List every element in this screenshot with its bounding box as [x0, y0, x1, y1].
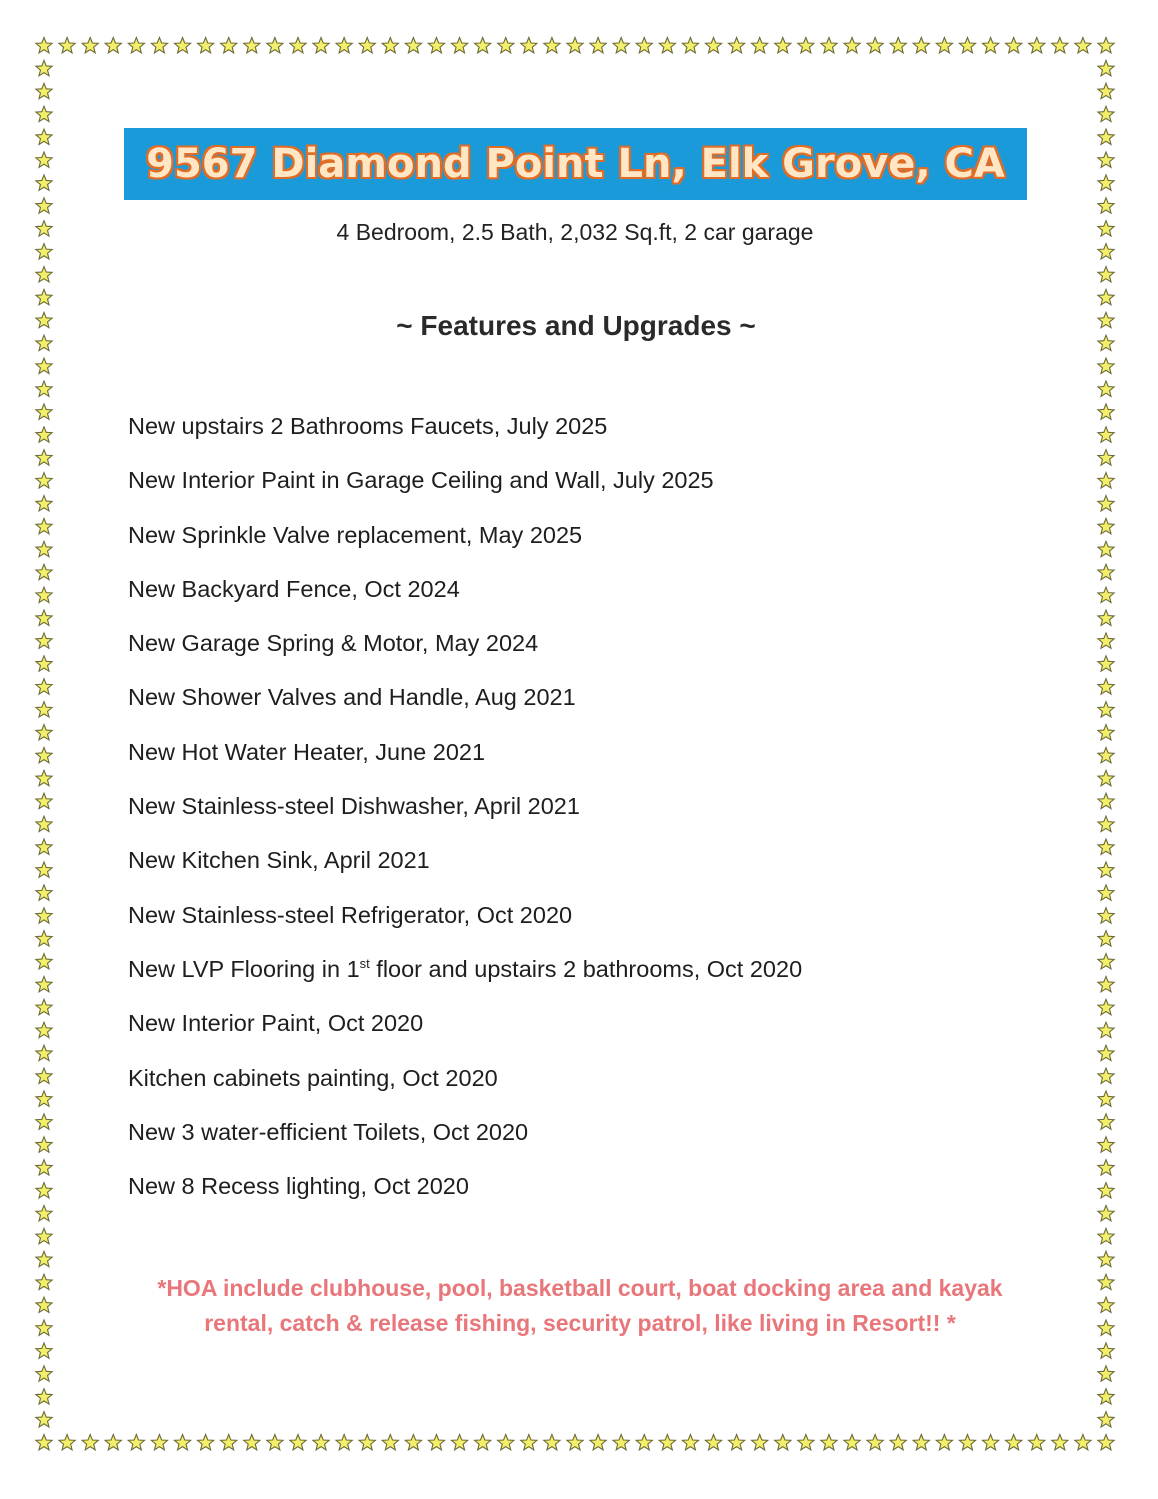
star-outline-icon: [105, 38, 121, 53]
star-outline-icon: [59, 1435, 75, 1450]
star-outline-icon: [174, 38, 190, 53]
star-outline-icon: [590, 1435, 606, 1450]
star-outline-icon: [1098, 1389, 1114, 1404]
star-outline-icon: [936, 1435, 952, 1450]
star-outline-icon: [36, 496, 52, 511]
star-outline-icon: [1098, 725, 1114, 740]
feature-item: New upstairs 2 Bathrooms Faucets, July 2025: [128, 413, 608, 439]
star-outline-icon: [1098, 450, 1114, 465]
section-heading: ~ Features and Upgrades ~: [396, 310, 756, 341]
star-outline-icon: [1098, 633, 1114, 648]
star-outline-icon: [359, 1435, 375, 1450]
star-outline-icon: [1098, 1137, 1114, 1152]
star-outline-icon: [1098, 1022, 1114, 1037]
star-outline-icon: [1098, 954, 1114, 969]
feature-item: New Kitchen Sink, April 2021: [128, 847, 430, 874]
feature-item: New Garage Spring & Motor, May 2024: [128, 630, 539, 657]
star-outline-icon: [428, 1435, 444, 1450]
star-outline-icon: [36, 1137, 52, 1152]
star-outline-icon: [36, 1274, 52, 1289]
star-outline-icon: [867, 38, 883, 53]
star-outline-icon: [682, 1435, 698, 1450]
hoa-note: *HOA include clubhouse, pool, basketball court, boat docking area and kayak rental, catch & release fishing, security patrol, like living in Resort!! *: [157, 1275, 1003, 1336]
ordinal-superscript: st: [359, 956, 370, 972]
star-outline-icon: [1098, 152, 1114, 167]
star-outline-icon: [1098, 427, 1114, 442]
star-outline-icon: [36, 1068, 52, 1083]
star-outline-icon: [36, 679, 52, 694]
star-outline-icon: [36, 541, 52, 556]
feature-item: New Stainless-steel Refrigerator, Oct 2020: [128, 901, 573, 928]
star-outline-icon: [36, 267, 52, 282]
star-outline-icon: [636, 38, 652, 53]
star-outline-icon: [1098, 770, 1114, 785]
star-outline-icon: [267, 38, 283, 53]
star-outline-icon: [1098, 564, 1114, 579]
star-outline-icon: [36, 931, 52, 946]
star-outline-icon: [775, 1435, 791, 1450]
star-outline-icon: [1098, 381, 1114, 396]
star-outline-icon: [1098, 1297, 1114, 1312]
star-outline-icon: [428, 38, 444, 53]
star-outline-icon: [336, 1435, 352, 1450]
star-outline-icon: [1075, 1435, 1091, 1450]
star-outline-icon: [36, 564, 52, 579]
star-outline-icon: [1098, 1228, 1114, 1243]
star-outline-icon: [36, 404, 52, 419]
feature-text-after: floor and upstairs 2 bathrooms, Oct 2020: [369, 955, 803, 982]
star-outline-icon: [36, 954, 52, 969]
star-outline-icon: [475, 1435, 491, 1450]
star-outline-icon: [1098, 1045, 1114, 1060]
star-outline-icon: [36, 587, 52, 602]
star-outline-icon: [705, 38, 721, 53]
star-outline-icon: [290, 38, 306, 53]
star-outline-icon: [1098, 1366, 1114, 1381]
star-outline-icon: [128, 38, 144, 53]
star-outline-icon: [382, 38, 398, 53]
star-outline-icon: [36, 427, 52, 442]
star-outline-icon: [1098, 106, 1114, 121]
star-outline-icon: [36, 725, 52, 740]
star-outline-icon: [1098, 496, 1114, 511]
star-outline-icon: [36, 908, 52, 923]
star-outline-icon: [36, 747, 52, 762]
star-outline-icon: [1098, 1160, 1114, 1175]
star-outline-icon: [451, 38, 467, 53]
star-outline-icon: [1098, 198, 1114, 213]
star-outline-icon: [36, 1412, 52, 1427]
star-outline-icon: [313, 38, 329, 53]
star-outline-icon: [798, 1435, 814, 1450]
star-outline-icon: [567, 1435, 583, 1450]
star-outline-icon: [36, 175, 52, 190]
star-outline-icon: [1098, 83, 1114, 98]
page-title: 9567 Diamond Point Ln, Elk Grove, CA: [146, 141, 1005, 187]
star-outline-icon: [36, 610, 52, 625]
star-outline-icon: [936, 38, 952, 53]
star-outline-icon: [405, 1435, 421, 1450]
star-outline-icon: [36, 1183, 52, 1198]
star-outline-icon: [1098, 1320, 1114, 1335]
star-outline-icon: [1098, 38, 1114, 53]
star-outline-icon: [1098, 931, 1114, 946]
star-outline-icon: [36, 198, 52, 213]
star-outline-icon: [1098, 541, 1114, 556]
star-outline-icon: [1098, 1251, 1114, 1266]
star-outline-icon: [128, 1435, 144, 1450]
star-outline-icon: [705, 1435, 721, 1450]
feature-item: New Backyard Fence, Oct 2024: [128, 575, 460, 602]
star-outline-icon: [36, 793, 52, 808]
star-outline-icon: [1029, 1435, 1045, 1450]
star-outline-icon: [913, 38, 929, 53]
star-outline-icon: [1098, 129, 1114, 144]
star-outline-icon: [36, 839, 52, 854]
feature-item: New 3 water-efficient Toilets, Oct 2020: [128, 1118, 529, 1145]
star-outline-icon: [1098, 289, 1114, 304]
star-outline-icon: [36, 38, 52, 53]
star-outline-icon: [405, 38, 421, 53]
star-outline-icon: [498, 1435, 514, 1450]
star-outline-icon: [1098, 1114, 1114, 1129]
star-outline-icon: [36, 1091, 52, 1106]
star-outline-icon: [567, 38, 583, 53]
star-outline-icon: [1052, 38, 1068, 53]
star-outline-icon: [729, 38, 745, 53]
feature-text-before: New LVP Flooring in 1: [128, 955, 360, 982]
star-outline-icon: [982, 1435, 998, 1450]
star-outline-icon: [244, 1435, 260, 1450]
star-outline-icon: [82, 1435, 98, 1450]
star-outline-icon: [36, 999, 52, 1014]
property-summary: 4 Bedroom, 2.5 Bath, 2,032 Sq.ft, 2 car garage: [336, 219, 814, 245]
star-outline-icon: [36, 1320, 52, 1335]
feature-item: New Shower Valves and Handle, Aug 2021: [128, 684, 576, 711]
star-outline-icon: [36, 976, 52, 991]
star-outline-icon: [36, 83, 52, 98]
star-outline-icon: [36, 60, 52, 75]
star-outline-icon: [1098, 1343, 1114, 1358]
star-outline-icon: [521, 1435, 537, 1450]
title-banner: [124, 128, 1027, 200]
star-outline-icon: [198, 1435, 214, 1450]
star-outline-icon: [544, 38, 560, 53]
star-outline-icon: [36, 1389, 52, 1404]
star-outline-icon: [867, 1435, 883, 1450]
star-outline-icon: [752, 38, 768, 53]
star-outline-icon: [1098, 1435, 1114, 1450]
star-outline-icon: [844, 38, 860, 53]
star-outline-icon: [36, 1228, 52, 1243]
star-outline-icon: [659, 38, 675, 53]
star-outline-icon: [590, 38, 606, 53]
star-outline-icon: [521, 38, 537, 53]
star-outline-icon: [1098, 1183, 1114, 1198]
star-outline-icon: [290, 1435, 306, 1450]
feature-item: New Sprinkle Valve replacement, May 2025: [128, 521, 583, 548]
star-outline-icon: [313, 1435, 329, 1450]
star-outline-icon: [913, 1435, 929, 1450]
star-outline-icon: [959, 1435, 975, 1450]
star-outline-icon: [1098, 610, 1114, 625]
star-outline-icon: [174, 1435, 190, 1450]
star-outline-icon: [36, 656, 52, 671]
feature-item: New Interior Paint in Garage Ceiling and Wall, July 2025: [128, 467, 714, 494]
star-outline-icon: [36, 1160, 52, 1175]
star-outline-icon: [36, 129, 52, 144]
star-outline-icon: [36, 358, 52, 373]
star-outline-icon: [36, 702, 52, 717]
star-outline-icon: [1098, 793, 1114, 808]
star-outline-icon: [636, 1435, 652, 1450]
star-outline-icon: [1098, 999, 1114, 1014]
star-outline-icon: [1098, 747, 1114, 762]
star-outline-icon: [613, 38, 629, 53]
star-outline-icon: [821, 1435, 837, 1450]
star-outline-icon: [1098, 885, 1114, 900]
star-outline-icon: [1098, 1274, 1114, 1289]
star-outline-icon: [36, 289, 52, 304]
star-outline-icon: [244, 38, 260, 53]
star-outline-icon: [1052, 1435, 1068, 1450]
star-outline-icon: [59, 38, 75, 53]
star-outline-icon: [1006, 1435, 1022, 1450]
star-outline-icon: [36, 106, 52, 121]
star-outline-icon: [1029, 38, 1045, 53]
star-outline-icon: [451, 1435, 467, 1450]
star-outline-icon: [221, 1435, 237, 1450]
star-outline-icon: [36, 518, 52, 533]
feature-item: [128, 951, 802, 1005]
star-outline-icon: [382, 1435, 398, 1450]
star-outline-icon: [729, 1435, 745, 1450]
star-outline-icon: [221, 38, 237, 53]
star-outline-icon: [36, 1045, 52, 1060]
feature-item: New 8 Recess lighting, Oct 2020: [128, 1173, 469, 1200]
feature-item: New Hot Water Heater, June 2021: [128, 738, 486, 765]
star-outline-icon: [498, 38, 514, 53]
star-outline-icon: [336, 38, 352, 53]
star-outline-icon: [1006, 38, 1022, 53]
star-outline-icon: [1098, 656, 1114, 671]
star-outline-icon: [36, 885, 52, 900]
star-outline-icon: [1098, 358, 1114, 373]
star-outline-icon: [659, 1435, 675, 1450]
star-outline-icon: [1098, 908, 1114, 923]
star-outline-icon: [36, 1205, 52, 1220]
star-outline-icon: [36, 1114, 52, 1129]
star-outline-icon: [982, 38, 998, 53]
star-outline-icon: [1098, 473, 1114, 488]
star-outline-icon: [682, 38, 698, 53]
star-outline-icon: [1098, 404, 1114, 419]
star-outline-icon: [844, 1435, 860, 1450]
star-outline-icon: [1098, 816, 1114, 831]
feature-item: Kitchen cabinets painting, Oct 2020: [128, 1064, 498, 1091]
star-outline-icon: [151, 38, 167, 53]
star-outline-icon: [36, 633, 52, 648]
star-outline-icon: [1098, 1205, 1114, 1220]
feature-item: New Interior Paint, Oct 2020: [128, 1010, 424, 1037]
star-outline-icon: [267, 1435, 283, 1450]
star-outline-icon: [1098, 702, 1114, 717]
star-outline-icon: [1098, 1068, 1114, 1083]
star-outline-icon: [475, 38, 491, 53]
star-outline-icon: [1098, 1091, 1114, 1106]
star-outline-icon: [1098, 679, 1114, 694]
star-outline-icon: [36, 152, 52, 167]
star-outline-icon: [198, 38, 214, 53]
star-outline-icon: [821, 38, 837, 53]
star-outline-icon: [1098, 60, 1114, 75]
star-outline-icon: [36, 1435, 52, 1450]
star-outline-icon: [36, 381, 52, 396]
star-outline-icon: [36, 473, 52, 488]
star-outline-icon: [36, 1022, 52, 1037]
star-outline-icon: [105, 1435, 121, 1450]
star-outline-icon: [36, 1343, 52, 1358]
star-outline-icon: [959, 38, 975, 53]
star-outline-icon: [359, 38, 375, 53]
star-outline-icon: [36, 770, 52, 785]
star-outline-icon: [82, 38, 98, 53]
star-outline-icon: [1098, 839, 1114, 854]
feature-item: New Stainless-steel Dishwasher, April 2021: [128, 793, 580, 820]
star-outline-icon: [1098, 518, 1114, 533]
star-outline-icon: [775, 38, 791, 53]
star-outline-icon: [151, 1435, 167, 1450]
star-outline-icon: [1098, 175, 1114, 190]
star-outline-icon: [36, 862, 52, 877]
star-outline-icon: [752, 1435, 768, 1450]
star-outline-icon: [890, 38, 906, 53]
star-outline-icon: [36, 1297, 52, 1312]
star-outline-icon: [1098, 1412, 1114, 1427]
star-outline-icon: [36, 450, 52, 465]
feature-list: [128, 408, 802, 1222]
star-outline-icon: [890, 1435, 906, 1450]
star-outline-icon: [36, 816, 52, 831]
star-outline-icon: [544, 1435, 560, 1450]
star-outline-icon: [798, 38, 814, 53]
star-outline-icon: [1098, 267, 1114, 282]
star-outline-icon: [1098, 976, 1114, 991]
star-outline-icon: [36, 1366, 52, 1381]
star-outline-icon: [36, 1251, 52, 1266]
star-outline-icon: [1075, 38, 1091, 53]
star-outline-icon: [1098, 862, 1114, 877]
star-outline-icon: [613, 1435, 629, 1450]
star-outline-icon: [1098, 587, 1114, 602]
